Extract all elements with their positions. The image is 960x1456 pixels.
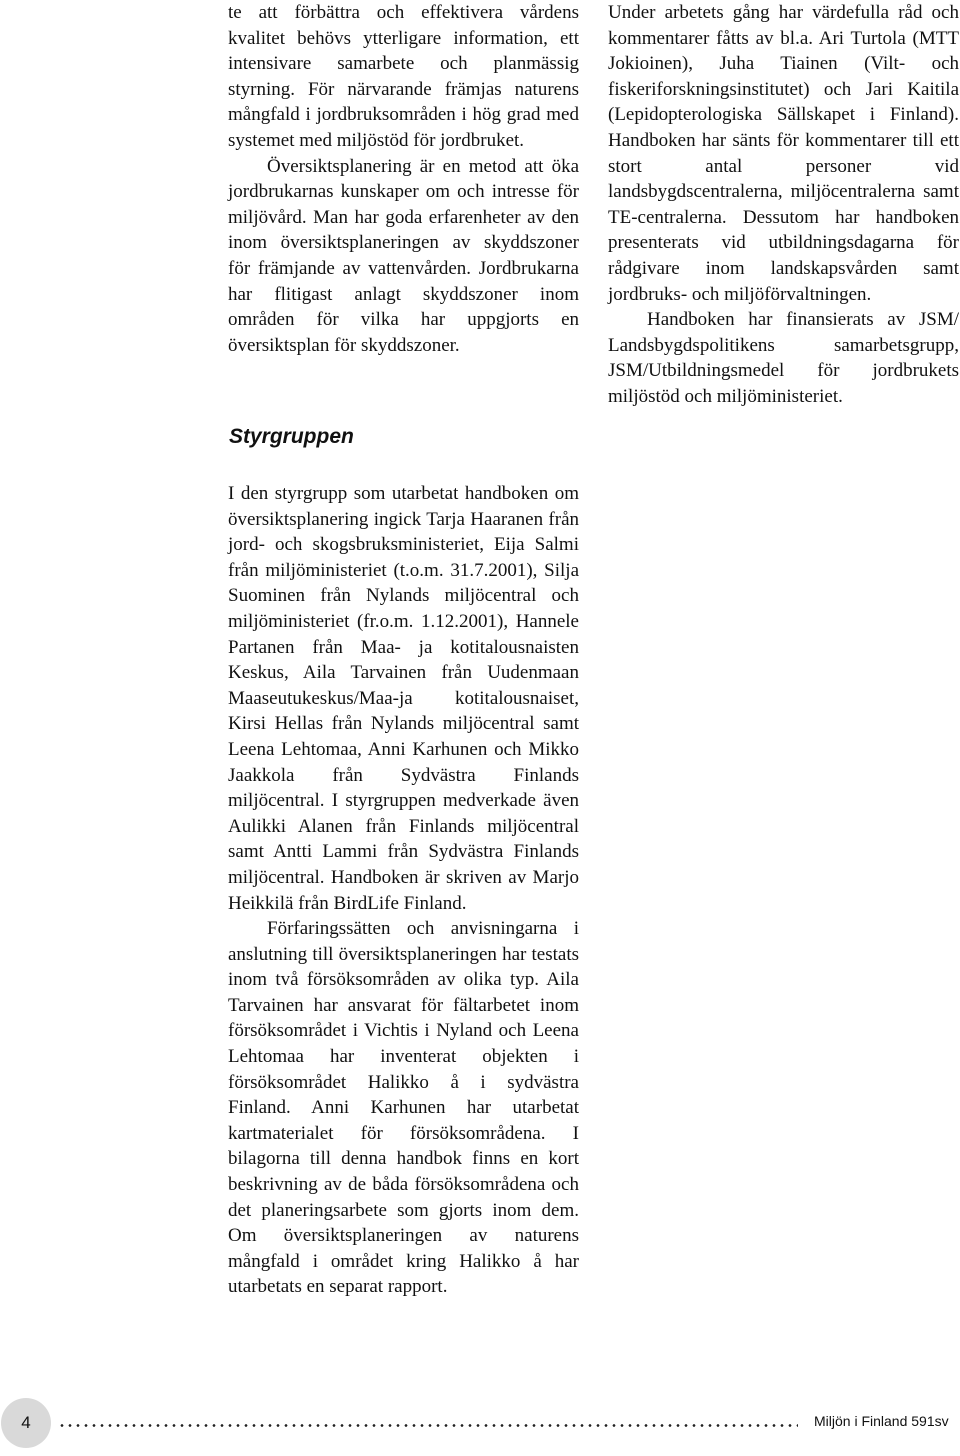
left-column-top: [228, 0, 579, 358]
paragraph: I den styrgrupp som utarbetat handboken om översiktsplanering ingick Tarja Haaranen från jord- och skogsbruksministeriet, Eija Salmi från miljöministeriet (t.o.m. 31.7.2001), Silja Suominen från Nylands miljöcentral och miljöministeriet (fr.o.m. 1.12.2001), Hannele Partanen från Maa- ja kotitalousnaisten Keskus, Aila Tarvainen från Uudenmaan Maaseutukeskus/Maa-ja kotitalousnaiset, Kirsi Hellas från Nylands miljöcentral samt Leena Lehtomaa, Anni Karhunen och Mikko Jaakkola från Sydvästra Finlands miljöcentral. I styrgruppen medverkade även Aulikki Alanen från Finlands miljöcentral samt Antti Lammi från Sydvästra Finlands miljöcentral. Handboken är skriven av Marjo Heikkilä från BirdLife Finland.: [228, 483, 579, 914]
publication-title: Miljön i Finland 591sv: [814, 1413, 949, 1429]
section-heading: Styrgruppen: [229, 425, 354, 448]
dotted-rule: [58, 1424, 798, 1427]
paragraph: Under arbetets gång har värdefulla råd och kommentarer fåtts av bl.a. Ari Turtola (MTT Jokioinen), Juha Tiainen (Vilt- och fiskeriforskningsinstitutet) och Jari Kaitila (Lepidopterologiska Sällskapet i Finland). Handboken har sänts för kommentarer till ett stort antal personer vid landsbygdscentralerna, miljöcentralerna samt TE-centralerna. Dessutom har handboken presenterats vid utbildningsdagarna för rådgivare inom landskapsvården samt jordbruks- och miljöförvaltningen.: [608, 2, 959, 305]
page-footer: [0, 1395, 960, 1456]
paragraph: Handboken har finansierats av JSM/ Landsbygdspolitikens samarbetsgrupp, JSM/Utbildningsmedel för jordbrukets miljöstöd och miljöministeriet.: [608, 309, 959, 407]
paragraph: te att förbättra och effektivera vårdens kvalitet behövs ytterligare information, ett intensivare samarbete och planmässig styrning. För närvarande främjas naturens mångfald i jordbruksområden i hög grad med systemet med miljöstöd för jordbruket.: [228, 2, 579, 151]
paragraph: Översiktsplanering är en metod att öka jordbrukarnas kunskaper om och intresse för miljövård. Man har goda erfarenheter av den inom översiktsplaneringen av skyddszoner för främjande av vattenvården. Jordbrukarna har flitigast anlagt skyddszoner inom områden för vilka har uppgjorts en översiktsplan för skyddszoner.: [228, 155, 579, 356]
page-number: 4: [21, 1413, 31, 1432]
page-number-badge: [1, 1398, 51, 1448]
right-column: [608, 0, 959, 410]
left-column-main: [228, 481, 579, 1300]
paragraph: Förfaringssätten och anvisningarna i anslutning till översiktsplaneringen har testats inom två försöksområden av olika typ. Aila Tarvainen har ansvarat för fältarbetet inom försöksområdet i Vichtis i Nyland och Leena Lehtomaa har inventerat objekten i försöksområdet Halikko å i sydvästra Finland. Anni Karhunen har utarbetat kartmaterialet för försöksområdena. I bilagorna till denna handbok finns en kort beskrivning av de båda försöksområdena och det planeringsarbete som gjorts inom dem. Om översiktsplaneringen av naturens mångfald i området kring Halikko å har utarbetats en separat rapport.: [228, 918, 579, 1298]
